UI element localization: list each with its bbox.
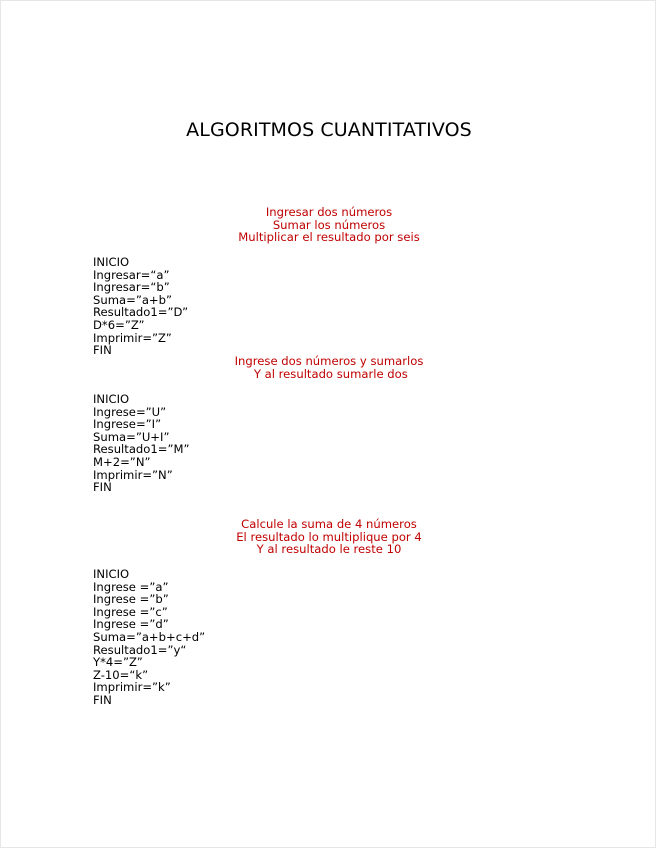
prompt-line: Ingrese dos números y sumarlos <box>234 354 424 368</box>
algorithm-step: Imprimir=”Z” <box>93 330 172 345</box>
algorithm-step: Ingrese =”c” <box>93 604 168 619</box>
algorithm-step: Y*4=”Z” <box>93 655 143 670</box>
prompt-line: Multiplicar el resultado por seis <box>238 230 420 245</box>
algorithm-step: Ingrese =”b” <box>93 592 169 607</box>
prompt-line: Ingresar dos números <box>265 205 393 219</box>
algorithm-step: Ingrese =”d” <box>93 617 169 632</box>
algorithm-step: Resultado1=”M” <box>93 442 190 457</box>
algorithm-step: Ingrese=”U” <box>93 404 167 419</box>
algorithm-step: INICIO <box>93 255 130 269</box>
algorithm-step: D*6=”Z” <box>93 317 145 332</box>
algorithm-step: Ingrese =”a” <box>93 579 169 594</box>
algorithm-step: Ingresar=“b” <box>93 280 170 295</box>
algorithm-step: FIN <box>93 692 112 707</box>
algorithm-step: Suma=”U+I” <box>93 429 170 444</box>
section-2-algorithm <box>93 393 190 494</box>
prompt-line: Y al resultado sumarle dos <box>250 366 408 381</box>
algorithm-step: Suma=”a+b” <box>93 292 173 307</box>
algorithm-step: Suma=”a+b+c+d” <box>93 629 206 644</box>
section-3-prompt <box>1 518 656 556</box>
section-1-algorithm <box>93 256 188 357</box>
prompt-line: El resultado lo multiplique por 4 <box>236 529 422 544</box>
prompt-line: Calcule la suma de 4 números <box>241 517 417 531</box>
algorithm-step: INICIO <box>93 392 130 406</box>
document-title: ALGORITMOS CUANTITATIVOS <box>186 119 472 141</box>
prompt-line: Y al resultado le reste 10 <box>256 542 402 557</box>
algorithm-step: Imprimir=”k” <box>93 680 171 695</box>
section-2-prompt <box>1 355 656 380</box>
algorithm-step: FIN <box>93 480 112 495</box>
section-1-prompt <box>1 206 656 244</box>
section-3-algorithm <box>93 568 205 707</box>
algorithm-step: Resultado1=”D” <box>93 305 189 320</box>
algorithm-step: Ingrese=”I” <box>93 417 162 432</box>
algorithm-step: M+2=”N” <box>93 454 151 469</box>
prompt-line: Sumar los números <box>272 217 386 232</box>
algorithm-step: FIN <box>93 343 112 358</box>
algorithm-step: Resultado1=”y“ <box>93 642 187 657</box>
algorithm-step: INICIO <box>93 567 130 581</box>
algorithm-step: Z-10=“k” <box>93 667 149 682</box>
algorithm-step: Ingresar=“a” <box>93 267 170 282</box>
algorithm-step: Imprimir=”N” <box>93 467 173 482</box>
